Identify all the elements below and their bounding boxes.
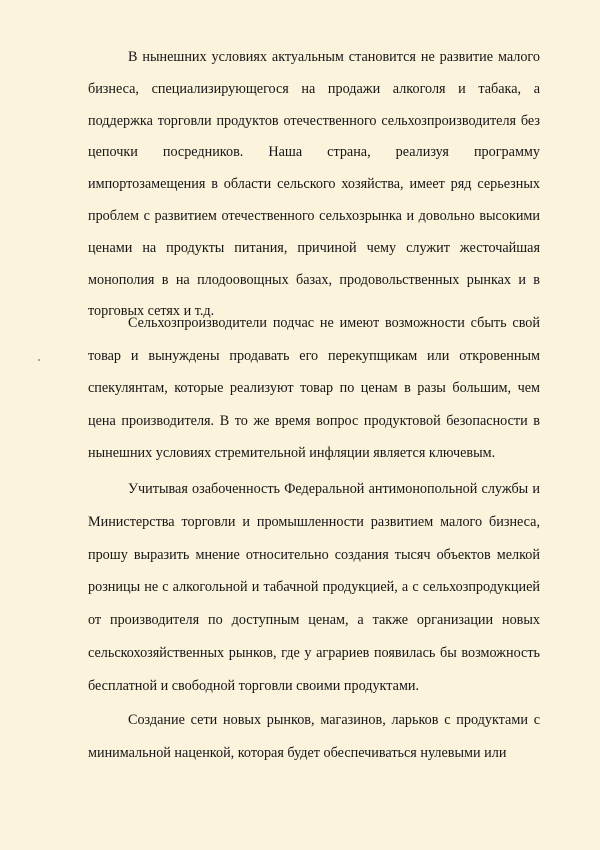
paragraph-4: Создание сети новых рынков, магазинов, ларьков с продуктами с минимальной наценкой, которая будет обеспечиваться нулевыми или xyxy=(88,712,540,761)
paragraph-1: В нынешних условиях актуальным становится не развитие малого бизнеса, специализирующегося на продажи алкоголя и табака, а поддержка торговли продуктов отечественного сельхозпроизводителя без цепочки посредников. Наша страна, реализуя программу импортозамещения в области сельского хозяйства, имеет ряд серьезных проблем с развитием отечественного сельхозрынка и довольно высокими ценами на продукты питания, причиной чему служит жесточайшая монополия в на плодоовощных базах, продовольственных рынках и в торговых сетях и т.д. xyxy=(88,49,540,320)
paragraph-2: Сельхозпроизводители подчас не имеют возможности сбыть свой товар и вынуждены продавать его перекупщикам или откровенным спекулянтам, которые реализуют товар по ценам в разы большим, чем цена производителя. В то же время вопрос продуктовой безопасности в нынешних условиях стремительной инфляции является ключевым. xyxy=(88,315,540,461)
paragraph-3: Учитывая озабоченность Федеральной антимонопольной службы и Министерства торговли и промышленности развитием малого бизнеса, прошу выразить мнение относительно создания тысяч объектов мелкой розницы не с алкогольной и табачной продукцией, а с сельхозпродукцией от производителя по доступным ценам, а также организации новых сельскохозяйственных рынков, где у аграриев появилась бы возможность бесплатной и свободной торговли своими продуктами. xyxy=(88,481,540,694)
paper-speck xyxy=(38,359,40,361)
